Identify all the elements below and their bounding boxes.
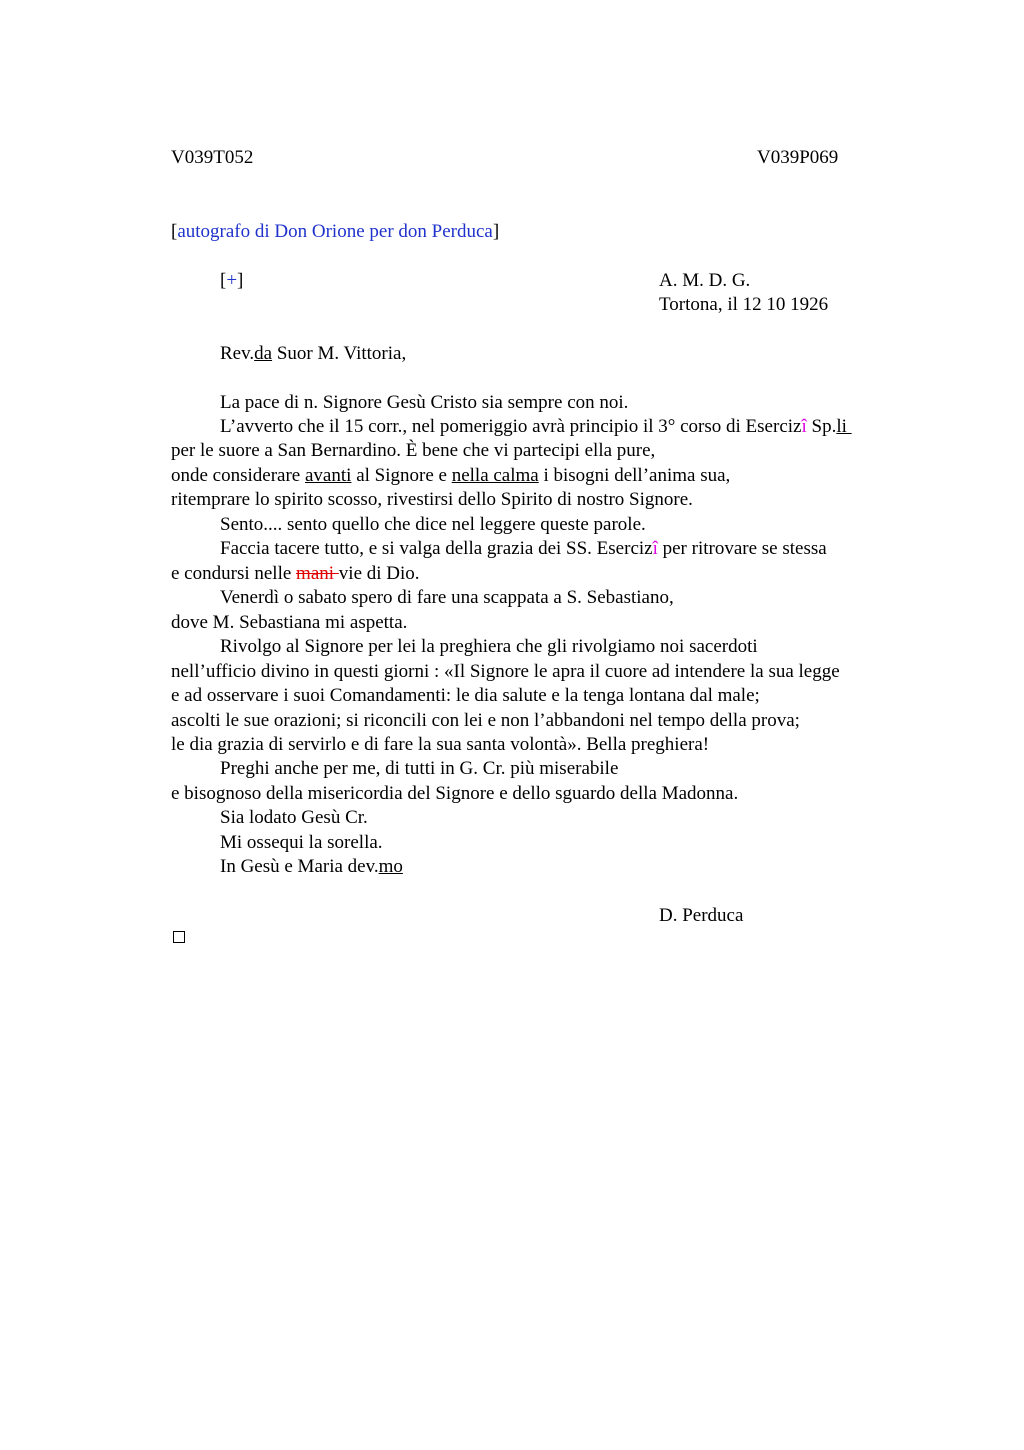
body-line: Mi ossequi la sorella.: [220, 832, 383, 853]
body-line: [171, 562, 420, 586]
body-line: [220, 855, 403, 879]
body-text: i bisogni dell’anima sua,: [538, 465, 731, 486]
underlined-text: nella calma: [451, 465, 539, 486]
body-line: nell’ufficio divino in questi giorni : «Il Signore le apra il cuore ad intendere la sua legge: [171, 661, 840, 682]
body-line: le dia grazia di servirlo e di fare la sua santa volontà». Bella preghiera!: [171, 734, 710, 755]
cross-marker: [220, 269, 243, 293]
editorial-note-text: autografo di Don Orione per don Perduca: [177, 221, 493, 242]
deleted-text: mani: [296, 563, 339, 584]
body-line: ascolti le sue orazioni; si riconcili con lei e non l’abbandoni nel tempo della prova;: [171, 710, 800, 731]
salutation: [220, 342, 406, 366]
accent-mark: î: [801, 416, 807, 437]
signature: D. Perduca: [659, 905, 744, 926]
document-code-right: V039P069: [757, 147, 839, 168]
body-line: [171, 464, 730, 488]
square-icon: [173, 931, 185, 943]
bracket-open: [: [220, 270, 227, 291]
body-line: Sento.... sento quello che dice nel leggere queste parole.: [220, 514, 646, 535]
accent-mark: î: [652, 538, 658, 559]
body-line: Rivolgo al Signore per lei la preghiera che gli rivolgiamo noi sacerdoti: [220, 636, 758, 657]
body-line: La pace di n. Signore Gesù Cristo sia sempre con noi.: [220, 392, 629, 413]
body-text: al Signore e: [351, 465, 452, 486]
body-text: L’avverto che il 15 corr., nel pomeriggio avrà principio il 3° corso di Eserciz: [220, 416, 802, 437]
body-line: [220, 537, 827, 561]
amdg-heading: A. M. D. G.: [659, 270, 751, 291]
body-text: In Gesù e Maria dev.: [220, 856, 379, 877]
salutation-prefix: Rev.: [220, 343, 255, 364]
body-line: per le suore a San Bernardino. È bene che vi partecipi ella pure,: [171, 440, 656, 461]
body-line: [220, 415, 852, 439]
bracket-close: ]: [237, 270, 244, 291]
editorial-note: [171, 220, 499, 244]
document-code-left: V039T052: [171, 147, 254, 168]
body-text: Faccia tacere tutto, e si valga della grazia dei SS. Eserciz: [220, 538, 653, 559]
abbr-underlined: li: [836, 416, 852, 437]
place-date: Tortona, il 12 10 1926: [659, 294, 829, 315]
body-text: vie di Dio.: [338, 563, 420, 584]
body-text: e condursi nelle: [171, 563, 297, 584]
body-line: e ad osservare i suoi Comandamenti: le dia salute e la tenga lontana dal male;: [171, 685, 760, 706]
body-line: e bisognoso della misericordia del Signore e dello sguardo della Madonna.: [171, 783, 739, 804]
salutation-abbr: da: [254, 343, 273, 364]
body-line: Venerdì o sabato spero di fare una scappata a S. Sebastiano,: [220, 587, 674, 608]
body-text: onde considerare: [171, 465, 305, 486]
cross-icon: +: [226, 270, 238, 291]
body-text: Sp.: [806, 416, 837, 437]
bracket-open: [: [171, 221, 178, 242]
body-line: ritemprare lo spirito scosso, rivestirsi dello Spirito di nostro Signore.: [171, 489, 693, 510]
bracket-close: ]: [492, 221, 500, 242]
salutation-rest: Suor M. Vittoria,: [272, 343, 407, 364]
body-line: Sia lodato Gesù Cr.: [220, 807, 368, 828]
underlined-text: avanti: [305, 465, 352, 486]
body-text: per ritrovare se stessa: [657, 538, 827, 559]
abbr-underlined: mo: [378, 856, 403, 877]
body-line: dove M. Sebastiana mi aspetta.: [171, 612, 408, 633]
body-line: Preghi anche per me, di tutti in G. Cr. più miserabile: [220, 758, 619, 779]
